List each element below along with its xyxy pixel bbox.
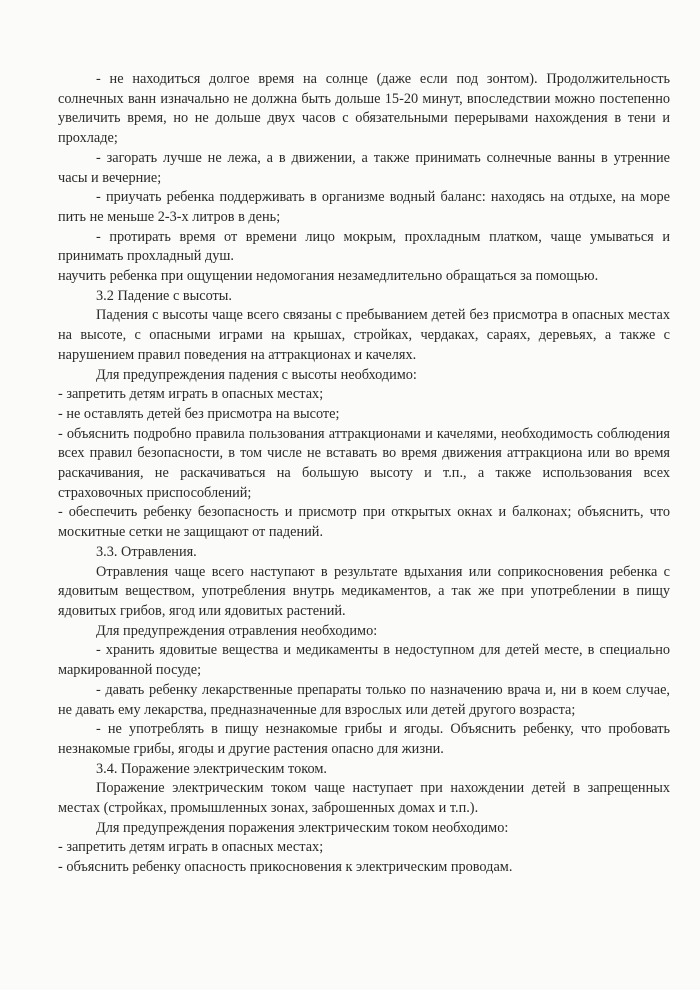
list-item: - хранить ядовитые вещества и медикаменты в недоступном для детей месте, в специально маркированной посуде; — [58, 642, 670, 679]
paragraph-seek-help: научить ребенка при ощущении недомогания незамедлительно обращаться за помощью. — [58, 268, 599, 285]
paragraph-poisoning-prevention-intro: Для предупреждения отравления необходимо: — [96, 622, 378, 639]
list-item: - не употреблять в пищу незнакомые грибы и ягоды. Объяснить ребенку, что пробовать незнакомые грибы, ягоды и другие растения опасно для жизни. — [58, 721, 670, 757]
list-item: - объяснить ребенку опасность прикосновения к электрическим проводам. — [58, 859, 513, 876]
document-page — [58, 70, 670, 878]
section-heading-electric: 3.4. Поражение электрическим током. — [96, 760, 327, 777]
section-heading-poisoning: 3.3. Отравления. — [96, 543, 197, 560]
paragraph-fall-causes: Падения с высоты чаще всего связаны с пребыванием детей без присмотра в опасных местах на высоте, с опасными играми на крышах, стройках, чердаках, сараях, деревьях, а также с нарушением правил поведения на аттракционах и качелях. — [58, 307, 670, 363]
paragraph-water-balance: - приучать ребенка поддерживать в организме водный баланс: находясь на отдыхе, на море пить не меньше 2-3-х литров в день; — [58, 189, 670, 225]
section-heading-fall: 3.2 Падение с высоты. — [96, 287, 232, 304]
paragraph-sunbathing-motion: - загорать лучше не лежа, а в движении, а также принимать солнечные ванны в утренние часы и вечерние; — [58, 149, 670, 186]
paragraph-electric-prevention-intro: Для предупреждения поражения электрическим током необходимо: — [96, 819, 509, 836]
paragraph-electric-causes: Поражение электрическим током чаще наступает при нахождении детей в запрещенных местах (стройках, промышленных зонах, заброшенных домах и т.п.). — [58, 780, 670, 817]
paragraph-poisoning-causes: Отравления чаще всего наступают в результате вдыхания или соприкосновения ребенка с ядовитым веществом, употребления внутрь медикаментов, а так же при употреблении в пищу ядовитых грибов, ягод или ядовитых растений. — [58, 563, 670, 619]
paragraph-wipe-face: - протирать время от времени лицо мокрым, прохладным платком, чаще умываться и принимать прохладный душ. — [58, 228, 670, 265]
list-item: - обеспечить ребенку безопасность и присмотр при открытых окнах и балконах; объяснить, что москитные сетки не защищают от падений. — [58, 504, 670, 541]
paragraph-sun-duration: - не находиться долгое время на солнце (даже если под зонтом). Продолжительность солнечных ванн изначально не должна быть дольше 15-20 минут, впоследствии можно постепенно увеличить время, но не дольше двух часов с обязательными перерывами нахождения в тени и прохладе; — [58, 71, 670, 147]
paragraph-fall-prevention-intro: Для предупреждения падения с высоты необходимо: — [96, 366, 417, 383]
list-item: - запретить детям играть в опасных местах; — [58, 839, 324, 856]
list-item: - давать ребенку лекарственные препараты только по назначению врача и, ни в коем случае, не давать ему лекарства, предназначенные для взрослых или детей другого возраста; — [58, 681, 670, 718]
list-item: - объяснить подробно правила пользования аттракционами и качелями, необходимость соблюдения всех правил безопасности, в том числе не вставать во время движения аттракциона или во время раскачивания, не раскачиваться на большую высоту и т.п., а также использования всех страховочных приспособлений; — [58, 425, 670, 501]
list-item: - запретить детям играть в опасных местах; — [58, 386, 324, 403]
list-item: - не оставлять детей без присмотра на высоте; — [58, 405, 340, 422]
